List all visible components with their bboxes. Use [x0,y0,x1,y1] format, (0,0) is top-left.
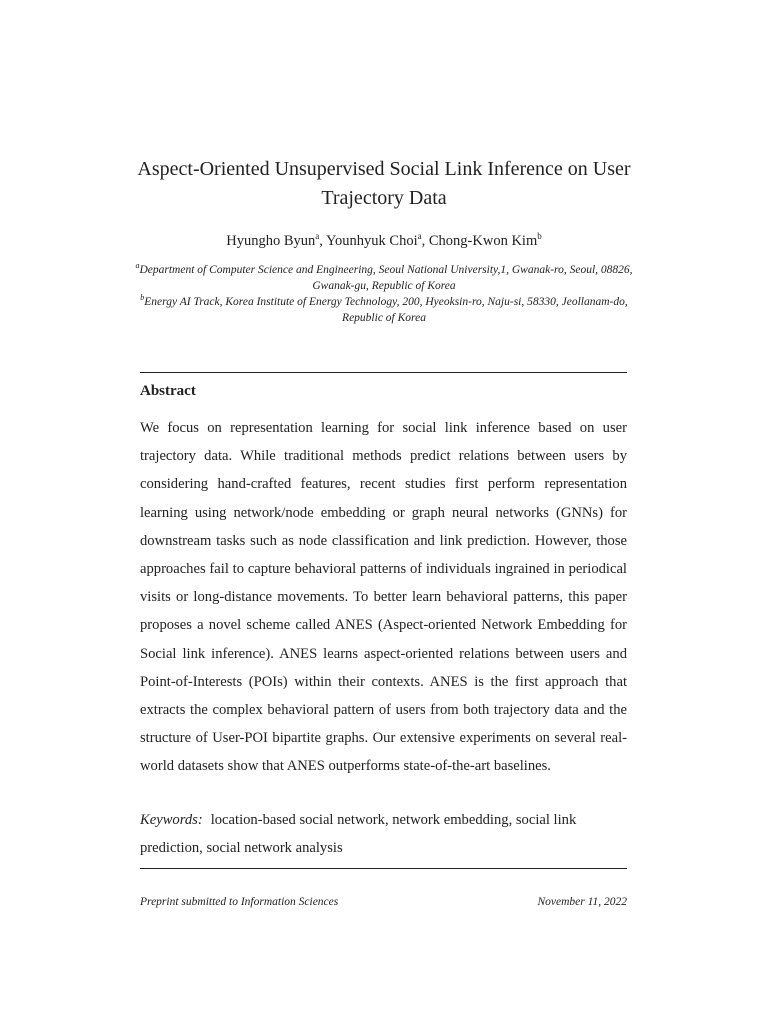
keywords-text: location-based social network, network embedding, social link prediction, social network analysis [140,812,577,856]
author-name: Younhyuk Choi [326,233,418,249]
author-affil-mark: b [537,231,542,242]
preprint-note: Preprint submitted to Information Sciences [140,896,339,908]
affiliation-mark: b [140,293,145,303]
affiliation-a [120,263,648,294]
paper-title: Aspect-Oriented Unsupervised Social Link Inference on User Trajectory Data [137,158,631,209]
author-name: Chong-Kwon Kim [428,233,538,249]
bottom-divider [140,868,627,869]
abstract-text: We focus on representation learning for social link inference based on user trajectory data. While traditional methods predict relations between users by considering hand-crafted features, recent studies first perform representation learning using network/node embedding or graph neural networks (GNNs) for downstream tasks such as node classification and link prediction. However, those approaches fail to capture behavioral patterns of individuals ingrained in periodical visits or long-distance movements. To better learn behavioral patterns, this paper proposes a novel scheme called ANES (Aspect-oriented Network Embedding for Social link inference). ANES learns aspect-oriented relations between users and Point-of-Interests (POIs) within their contexts. ANES is the first approach that extracts the complex behavioral pattern of users from both trajectory data and the structure of User-POI bipartite graphs. Our extensive experiments on several real-world datasets show that ANES outperforms state-of-the-art baselines. [140,420,627,775]
author-affil-mark: a [315,231,320,242]
author-name: Hyungho Byun [226,233,316,249]
affiliation-text: Department of Computer Science and Engineering, Seoul National University,1, Gwanak-ro, Seoul, 08826, Gwanak-gu, Republic of Korea [139,264,633,292]
abstract-heading: Abstract [140,383,196,399]
keywords [140,806,627,862]
keywords-label: Keywords: [140,812,203,828]
top-divider [140,372,627,373]
author-list: Hyungho Byun$^a$, Younhyuk Choi$^a$, Chong-Kwon Kim$^b$ [226,231,542,249]
preprint-date: November 11, 2022 [537,896,627,908]
affiliation-mark: a [135,261,140,271]
affiliation-b [120,295,648,326]
author-affil-mark: a [417,231,422,242]
affiliation-text: Energy AI Track, Korea Institute of Energy Technology, 200, Hyeoksin-ro, Naju-si, 58330, Jeollanam-do, Republic of Korea [144,296,628,324]
